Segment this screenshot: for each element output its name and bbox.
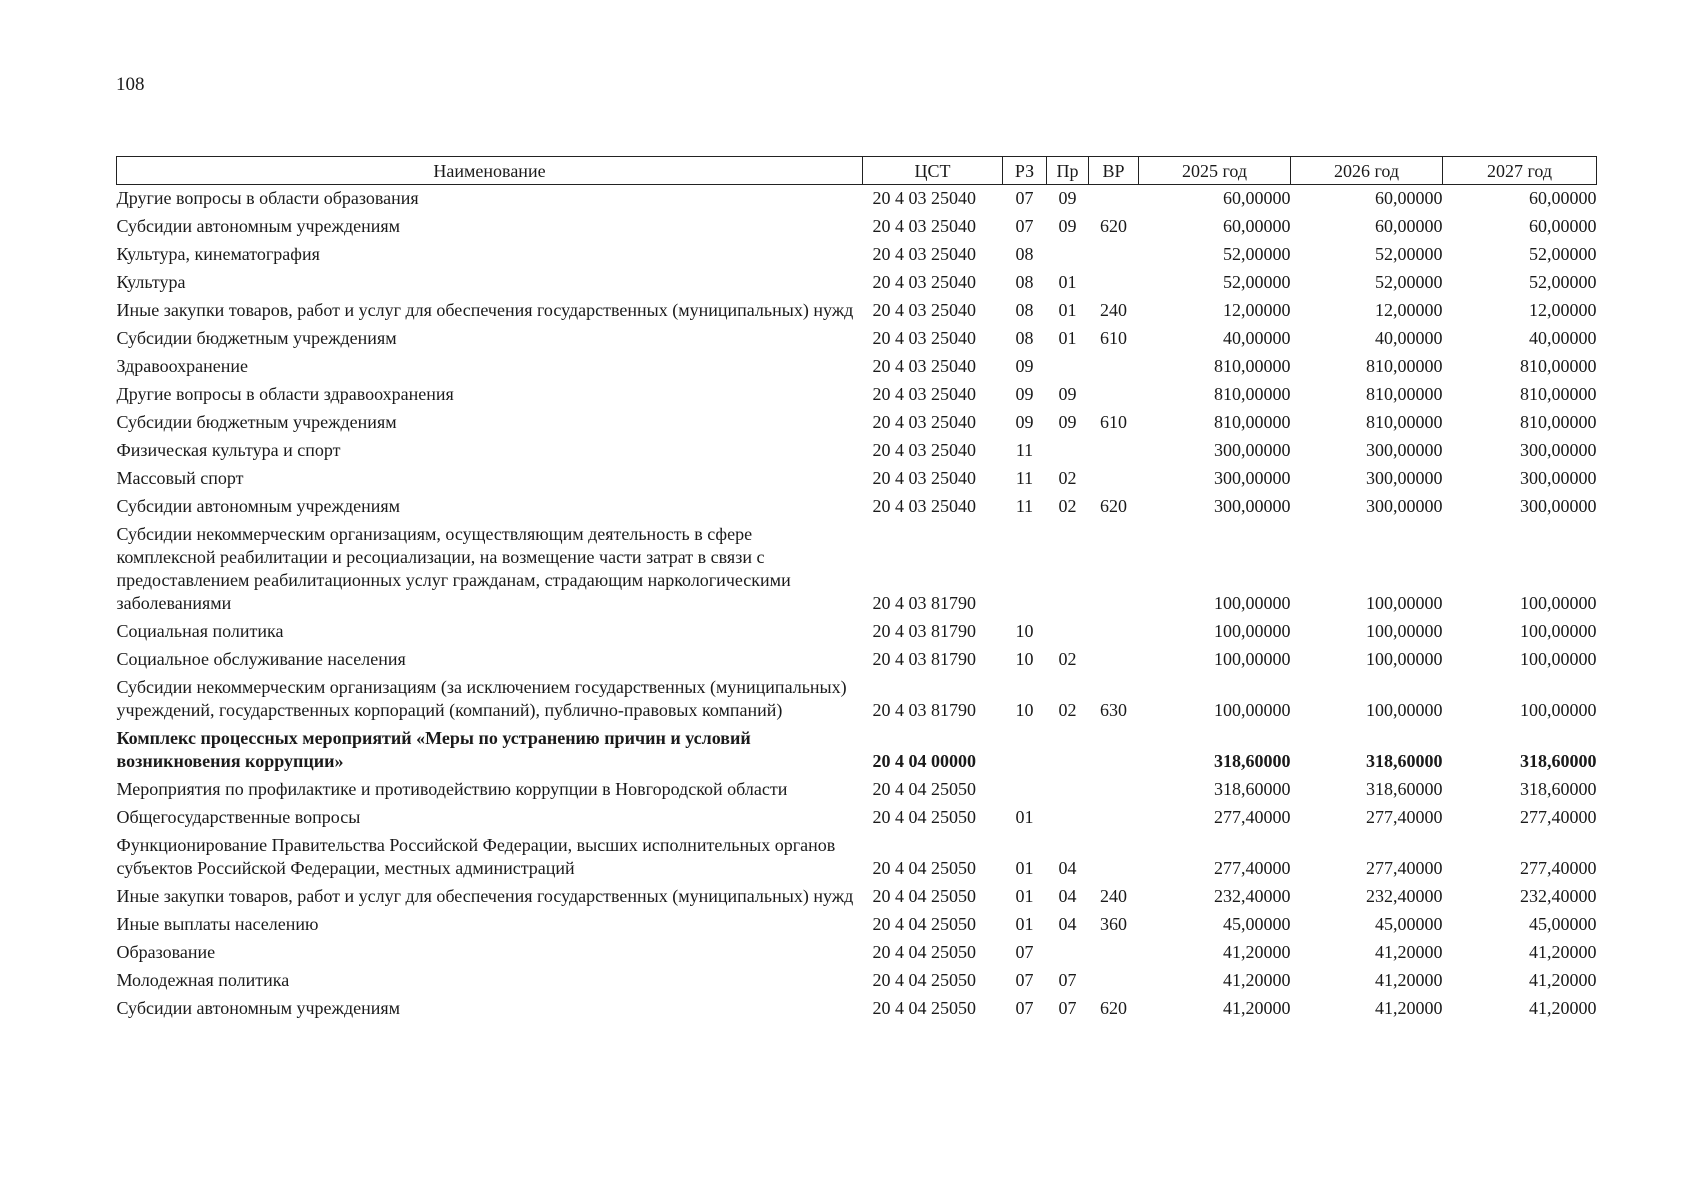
table-row bbox=[117, 939, 1597, 967]
row-pr: 01 bbox=[1058, 300, 1077, 320]
row-pr: 04 bbox=[1058, 858, 1077, 878]
row-cst: 20 4 03 25040 bbox=[872, 272, 976, 292]
row-vr bbox=[1089, 967, 1139, 995]
row-value-2025: 52,00000 bbox=[1223, 272, 1291, 292]
row-pr: 02 bbox=[1058, 496, 1077, 516]
row-vr bbox=[1089, 381, 1139, 409]
table-row bbox=[117, 618, 1597, 646]
row-cst: 20 4 04 25050 bbox=[872, 807, 976, 827]
row-cst: 20 4 03 81790 bbox=[872, 593, 976, 613]
row-value-2026: 277,40000 bbox=[1366, 858, 1443, 878]
table-body bbox=[117, 185, 1597, 1024]
table-row bbox=[117, 325, 1597, 353]
row-value-2026: 41,20000 bbox=[1375, 998, 1443, 1018]
header-row bbox=[117, 157, 1597, 185]
row-cst: 20 4 04 25050 bbox=[872, 858, 976, 878]
row-name: Субсидии некоммерческим организациям, осуществляющим деятельность в сфере комплексной реабилитации и ресоциализации, на возмещение части затрат в связи с предоставлением реабилитационных услуг гражданам, страдающим наркологическими заболеваниями bbox=[116, 524, 791, 613]
row-vr bbox=[1089, 465, 1139, 493]
row-value-2027: 277,40000 bbox=[1520, 807, 1597, 827]
row-rz: 08 bbox=[1015, 328, 1034, 348]
row-value-2027: 52,00000 bbox=[1529, 244, 1597, 264]
row-vr: 610 bbox=[1100, 328, 1127, 348]
row-rz: 07 bbox=[1015, 970, 1034, 990]
table-header bbox=[117, 157, 1597, 185]
table-row bbox=[117, 832, 1597, 883]
table-row bbox=[117, 269, 1597, 297]
row-value-2027: 100,00000 bbox=[1520, 621, 1597, 641]
row-pr: 02 bbox=[1058, 649, 1077, 669]
row-value-2026: 318,60000 bbox=[1366, 751, 1443, 771]
row-name: Субсидии автономным учреждениям bbox=[116, 216, 401, 236]
row-value-2026: 100,00000 bbox=[1366, 649, 1443, 669]
row-vr: 620 bbox=[1100, 496, 1127, 516]
row-pr bbox=[1047, 725, 1089, 776]
row-cst: 20 4 04 25050 bbox=[872, 998, 976, 1018]
row-value-2026: 41,20000 bbox=[1375, 942, 1443, 962]
row-cst: 20 4 04 00000 bbox=[872, 751, 976, 771]
budget-table bbox=[116, 156, 1597, 1023]
row-cst: 20 4 03 81790 bbox=[872, 649, 976, 669]
row-cst: 20 4 03 25040 bbox=[872, 216, 976, 236]
row-rz bbox=[1003, 521, 1047, 618]
row-value-2027: 40,00000 bbox=[1529, 328, 1597, 348]
table-row bbox=[117, 297, 1597, 325]
row-pr: 07 bbox=[1058, 970, 1077, 990]
table-row bbox=[117, 465, 1597, 493]
row-cst: 20 4 03 81790 bbox=[872, 621, 976, 641]
row-cst: 20 4 03 25040 bbox=[872, 440, 976, 460]
row-value-2026: 300,00000 bbox=[1366, 440, 1443, 460]
row-value-2027: 300,00000 bbox=[1520, 440, 1597, 460]
table-row bbox=[117, 353, 1597, 381]
row-value-2027: 52,00000 bbox=[1529, 272, 1597, 292]
row-value-2026: 60,00000 bbox=[1375, 216, 1443, 236]
header-2025: 2025 год bbox=[1139, 157, 1291, 185]
row-name: Иные выплаты населению bbox=[116, 914, 319, 934]
row-value-2026: 52,00000 bbox=[1375, 244, 1443, 264]
row-cst: 20 4 04 25050 bbox=[872, 942, 976, 962]
row-rz: 11 bbox=[1015, 468, 1034, 488]
row-value-2027: 318,60000 bbox=[1520, 751, 1597, 771]
row-vr bbox=[1089, 185, 1139, 214]
row-value-2027: 41,20000 bbox=[1529, 942, 1597, 962]
row-value-2027: 100,00000 bbox=[1520, 649, 1597, 669]
row-cst: 20 4 03 25040 bbox=[872, 328, 976, 348]
row-pr bbox=[1047, 437, 1089, 465]
row-name: Другие вопросы в области образования bbox=[116, 188, 419, 208]
row-value-2027: 100,00000 bbox=[1520, 700, 1597, 720]
row-value-2025: 60,00000 bbox=[1223, 216, 1291, 236]
row-pr bbox=[1047, 618, 1089, 646]
row-rz: 08 bbox=[1015, 300, 1034, 320]
row-vr bbox=[1089, 353, 1139, 381]
header-2027: 2027 год bbox=[1443, 157, 1597, 185]
row-value-2025: 300,00000 bbox=[1214, 496, 1291, 516]
row-vr: 630 bbox=[1100, 700, 1127, 720]
table-row bbox=[117, 213, 1597, 241]
row-value-2025: 100,00000 bbox=[1214, 593, 1291, 613]
row-value-2026: 232,40000 bbox=[1366, 886, 1443, 906]
table-row bbox=[117, 674, 1597, 725]
row-name: Субсидии бюджетным учреждениям bbox=[116, 328, 397, 348]
row-rz: 10 bbox=[1015, 649, 1034, 669]
row-value-2027: 45,00000 bbox=[1529, 914, 1597, 934]
row-value-2025: 100,00000 bbox=[1214, 621, 1291, 641]
row-pr: 09 bbox=[1058, 412, 1077, 432]
row-value-2027: 810,00000 bbox=[1520, 412, 1597, 432]
row-cst: 20 4 03 25040 bbox=[872, 468, 976, 488]
header-rz: РЗ bbox=[1003, 157, 1047, 185]
row-value-2025: 810,00000 bbox=[1214, 384, 1291, 404]
row-rz: 07 bbox=[1015, 998, 1034, 1018]
row-vr bbox=[1089, 241, 1139, 269]
row-name: Комплекс процессных мероприятий «Меры по устранению причин и условий возникновения коррупции» bbox=[116, 728, 751, 771]
row-pr bbox=[1047, 776, 1089, 804]
row-value-2027: 41,20000 bbox=[1529, 970, 1597, 990]
row-cst: 20 4 03 81790 bbox=[872, 700, 976, 720]
row-cst: 20 4 03 25040 bbox=[872, 412, 976, 432]
row-name: Иные закупки товаров, работ и услуг для обеспечения государственных (муниципальных) нужд bbox=[116, 886, 854, 906]
row-value-2027: 232,40000 bbox=[1520, 886, 1597, 906]
row-cst: 20 4 03 25040 bbox=[872, 356, 976, 376]
row-value-2027: 277,40000 bbox=[1520, 858, 1597, 878]
row-name: Молодежная политика bbox=[116, 970, 290, 990]
row-vr: 620 bbox=[1100, 216, 1127, 236]
row-value-2026: 277,40000 bbox=[1366, 807, 1443, 827]
row-value-2027: 300,00000 bbox=[1520, 496, 1597, 516]
row-value-2025: 100,00000 bbox=[1214, 700, 1291, 720]
row-pr: 09 bbox=[1058, 188, 1077, 208]
table-row bbox=[117, 437, 1597, 465]
row-rz: 10 bbox=[1015, 621, 1034, 641]
row-pr bbox=[1047, 353, 1089, 381]
row-vr: 240 bbox=[1100, 300, 1127, 320]
row-vr bbox=[1089, 725, 1139, 776]
row-value-2025: 318,60000 bbox=[1214, 751, 1291, 771]
row-value-2025: 41,20000 bbox=[1223, 970, 1291, 990]
row-cst: 20 4 04 25050 bbox=[872, 970, 976, 990]
table-row bbox=[117, 409, 1597, 437]
row-value-2025: 277,40000 bbox=[1214, 858, 1291, 878]
row-value-2025: 277,40000 bbox=[1214, 807, 1291, 827]
row-name: Субсидии автономным учреждениям bbox=[116, 998, 401, 1018]
row-pr bbox=[1047, 939, 1089, 967]
row-value-2026: 52,00000 bbox=[1375, 272, 1443, 292]
row-vr bbox=[1089, 646, 1139, 674]
row-vr: 360 bbox=[1100, 914, 1127, 934]
row-pr: 09 bbox=[1058, 384, 1077, 404]
row-value-2025: 40,00000 bbox=[1223, 328, 1291, 348]
row-pr: 07 bbox=[1058, 998, 1077, 1018]
row-value-2025: 52,00000 bbox=[1223, 244, 1291, 264]
row-value-2025: 810,00000 bbox=[1214, 412, 1291, 432]
row-name: Субсидии некоммерческим организациям (за исключением государственных (муниципальных) учреждений, государственных корпораций (компаний), публично-правовых компаний) bbox=[116, 677, 847, 720]
row-value-2027: 318,60000 bbox=[1520, 779, 1597, 799]
row-pr: 09 bbox=[1058, 216, 1077, 236]
row-name: Культура, кинематография bbox=[116, 244, 320, 264]
row-value-2026: 318,60000 bbox=[1366, 779, 1443, 799]
row-name: Субсидии автономным учреждениям bbox=[116, 496, 401, 516]
row-pr: 02 bbox=[1058, 700, 1077, 720]
row-rz: 07 bbox=[1015, 942, 1034, 962]
row-rz: 01 bbox=[1015, 807, 1034, 827]
row-rz: 09 bbox=[1015, 412, 1034, 432]
row-pr: 01 bbox=[1058, 272, 1077, 292]
row-value-2027: 810,00000 bbox=[1520, 356, 1597, 376]
table-row bbox=[117, 493, 1597, 521]
header-pr: Пр bbox=[1047, 157, 1089, 185]
row-rz: 09 bbox=[1015, 384, 1034, 404]
row-value-2025: 300,00000 bbox=[1214, 440, 1291, 460]
table-row bbox=[117, 911, 1597, 939]
table-row bbox=[117, 521, 1597, 618]
header-2026: 2026 год bbox=[1291, 157, 1443, 185]
header-cst: ЦСТ bbox=[863, 157, 1003, 185]
row-vr bbox=[1089, 776, 1139, 804]
table-row bbox=[117, 883, 1597, 911]
row-value-2027: 60,00000 bbox=[1529, 188, 1597, 208]
table-row bbox=[117, 804, 1597, 832]
table-row bbox=[117, 646, 1597, 674]
row-value-2025: 60,00000 bbox=[1223, 188, 1291, 208]
row-pr: 04 bbox=[1058, 914, 1077, 934]
row-value-2026: 40,00000 bbox=[1375, 328, 1443, 348]
row-cst: 20 4 03 25040 bbox=[872, 300, 976, 320]
row-name: Мероприятия по профилактике и противодействию коррупции в Новгородской области bbox=[116, 779, 788, 799]
page-number: 108 bbox=[116, 74, 145, 95]
row-value-2025: 300,00000 bbox=[1214, 468, 1291, 488]
table-row bbox=[117, 776, 1597, 804]
row-value-2026: 100,00000 bbox=[1366, 621, 1443, 641]
row-rz: 01 bbox=[1015, 914, 1034, 934]
row-value-2025: 41,20000 bbox=[1223, 998, 1291, 1018]
row-name: Массовый спорт bbox=[116, 468, 244, 488]
row-rz: 11 bbox=[1015, 440, 1034, 460]
row-cst: 20 4 03 25040 bbox=[872, 496, 976, 516]
row-value-2025: 810,00000 bbox=[1214, 356, 1291, 376]
row-rz: 11 bbox=[1015, 496, 1034, 516]
row-value-2027: 60,00000 bbox=[1529, 216, 1597, 236]
row-rz bbox=[1003, 776, 1047, 804]
row-value-2026: 300,00000 bbox=[1366, 496, 1443, 516]
row-name: Здравоохранение bbox=[116, 356, 249, 376]
row-pr bbox=[1047, 241, 1089, 269]
row-vr bbox=[1089, 618, 1139, 646]
row-cst: 20 4 04 25050 bbox=[872, 779, 976, 799]
table-row bbox=[117, 967, 1597, 995]
row-vr bbox=[1089, 269, 1139, 297]
row-name: Субсидии бюджетным учреждениям bbox=[116, 412, 397, 432]
row-value-2025: 12,00000 bbox=[1223, 300, 1291, 320]
table-row bbox=[117, 241, 1597, 269]
row-name: Социальное обслуживание населения bbox=[116, 649, 406, 669]
row-pr bbox=[1047, 804, 1089, 832]
row-cst: 20 4 04 25050 bbox=[872, 886, 976, 906]
row-name: Образование bbox=[116, 942, 216, 962]
row-value-2026: 41,20000 bbox=[1375, 970, 1443, 990]
row-name: Общегосударственные вопросы bbox=[116, 807, 361, 827]
row-value-2026: 60,00000 bbox=[1375, 188, 1443, 208]
table-row bbox=[117, 995, 1597, 1023]
table-row bbox=[117, 381, 1597, 409]
row-name: Социальная политика bbox=[116, 621, 284, 641]
row-rz: 01 bbox=[1015, 858, 1034, 878]
row-value-2026: 100,00000 bbox=[1366, 700, 1443, 720]
row-name: Иные закупки товаров, работ и услуг для обеспечения государственных (муниципальных) нужд bbox=[116, 300, 854, 320]
row-value-2025: 100,00000 bbox=[1214, 649, 1291, 669]
row-vr: 610 bbox=[1100, 412, 1127, 432]
row-name: Культура bbox=[116, 272, 186, 292]
row-cst: 20 4 03 25040 bbox=[872, 244, 976, 264]
row-cst: 20 4 04 25050 bbox=[872, 914, 976, 934]
row-vr: 240 bbox=[1100, 886, 1127, 906]
header-vr: ВР bbox=[1089, 157, 1139, 185]
row-rz: 01 bbox=[1015, 886, 1034, 906]
row-cst: 20 4 03 25040 bbox=[872, 188, 976, 208]
row-rz: 08 bbox=[1015, 244, 1034, 264]
row-vr bbox=[1089, 437, 1139, 465]
table-row bbox=[117, 725, 1597, 776]
header-name: Наименование bbox=[117, 157, 863, 185]
row-cst: 20 4 03 25040 bbox=[872, 384, 976, 404]
row-value-2026: 100,00000 bbox=[1366, 593, 1443, 613]
row-value-2025: 45,00000 bbox=[1223, 914, 1291, 934]
row-value-2027: 12,00000 bbox=[1529, 300, 1597, 320]
row-vr bbox=[1089, 804, 1139, 832]
row-value-2026: 12,00000 bbox=[1375, 300, 1443, 320]
row-rz: 08 bbox=[1015, 272, 1034, 292]
row-pr: 04 bbox=[1058, 886, 1077, 906]
row-name: Функционирование Правительства Российской Федерации, высших исполнительных органов субъектов Российской Федерации, местных администраций bbox=[116, 835, 836, 878]
row-value-2027: 41,20000 bbox=[1529, 998, 1597, 1018]
row-value-2025: 232,40000 bbox=[1214, 886, 1291, 906]
row-name: Физическая культура и спорт bbox=[116, 440, 341, 460]
row-vr bbox=[1089, 939, 1139, 967]
row-value-2026: 810,00000 bbox=[1366, 356, 1443, 376]
row-rz: 09 bbox=[1015, 356, 1034, 376]
row-vr: 620 bbox=[1100, 998, 1127, 1018]
row-name: Другие вопросы в области здравоохранения bbox=[116, 384, 454, 404]
row-rz: 07 bbox=[1015, 188, 1034, 208]
row-value-2026: 810,00000 bbox=[1366, 384, 1443, 404]
row-vr bbox=[1089, 521, 1139, 618]
row-value-2026: 300,00000 bbox=[1366, 468, 1443, 488]
row-rz: 07 bbox=[1015, 216, 1034, 236]
row-pr bbox=[1047, 521, 1089, 618]
row-pr: 01 bbox=[1058, 328, 1077, 348]
row-pr: 02 bbox=[1058, 468, 1077, 488]
row-value-2026: 45,00000 bbox=[1375, 914, 1443, 934]
row-value-2027: 810,00000 bbox=[1520, 384, 1597, 404]
table-row bbox=[117, 185, 1597, 214]
row-value-2025: 318,60000 bbox=[1214, 779, 1291, 799]
row-value-2025: 41,20000 bbox=[1223, 942, 1291, 962]
row-rz: 10 bbox=[1015, 700, 1034, 720]
row-rz bbox=[1003, 725, 1047, 776]
row-value-2027: 100,00000 bbox=[1520, 593, 1597, 613]
row-value-2027: 300,00000 bbox=[1520, 468, 1597, 488]
row-value-2026: 810,00000 bbox=[1366, 412, 1443, 432]
row-vr bbox=[1089, 832, 1139, 883]
